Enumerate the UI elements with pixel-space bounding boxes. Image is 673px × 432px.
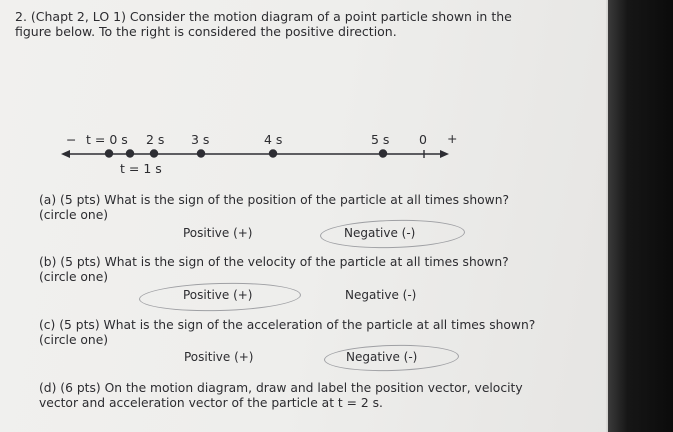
part-a-negative-option[interactable]: Negative (-) [344,226,416,240]
label-t2: 2 s [146,132,165,147]
dark-background [608,0,673,432]
label-origin: 0 [419,132,427,147]
part-a-positive-option[interactable]: Positive (+) [183,226,253,240]
label-t4: 4 s [264,132,283,147]
left-arrowhead [61,150,70,158]
label-t3: 3 s [191,132,210,147]
label-t0: t = 0 s [86,132,128,147]
label-t1: t = 1 s [120,161,162,176]
motion-diagram-axis [0,0,614,200]
minus-sign: − [66,132,77,147]
dot-t5 [379,149,387,157]
part-c-negative-option[interactable]: Negative (-) [346,350,418,364]
dot-t2 [150,149,158,157]
part-c-positive-option[interactable]: Positive (+) [184,350,254,364]
problem-header-line-2: figure below. To the right is considered the positive direction. [15,24,397,39]
dot-t3 [197,149,205,157]
dot-t1 [126,149,134,157]
part-b-positive-option[interactable]: Positive (+) [183,288,253,302]
part-b-instruction: (circle one) [39,270,109,284]
part-d-question-line-1: (d) (6 pts) On the motion diagram, draw and label the position vector, velocity [39,381,523,395]
label-t5: 5 s [371,132,390,147]
dot-t0 [105,149,113,157]
right-arrowhead [440,150,449,158]
dot-t4 [269,149,277,157]
part-b-question: (b) (5 pts) What is the sign of the velocity of the particle at all times shown? [39,255,509,269]
part-d-question-line-2: vector and acceleration vector of the particle at t = 2 s. [39,396,383,410]
part-c-question: (c) (5 pts) What is the sign of the acceleration of the particle at all times shown? [39,318,536,332]
label-positive-direction: + [447,131,458,146]
part-c-instruction: (circle one) [39,333,109,347]
part-a-instruction: (circle one) [39,208,109,222]
problem-header-line-1: 2. (Chapt 2, LO 1) Consider the motion diagram of a point particle shown in the [15,9,512,24]
part-b-negative-option[interactable]: Negative (-) [345,288,417,302]
part-a-question: (a) (5 pts) What is the sign of the position of the particle at all times shown? [39,193,510,207]
